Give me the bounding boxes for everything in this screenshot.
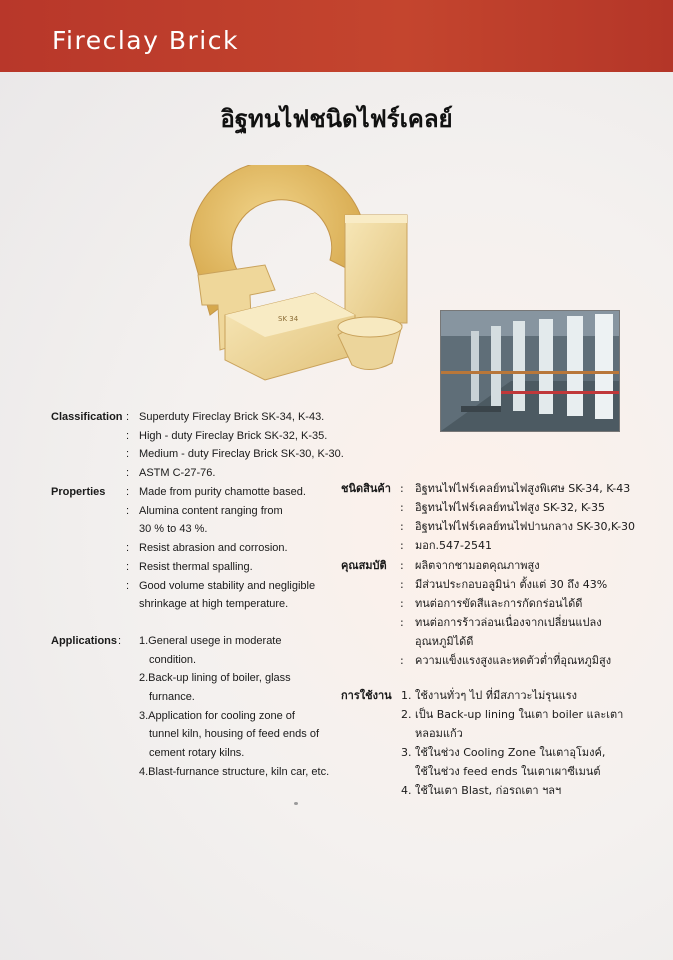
application-item: 1.General usege in moderate — [139, 635, 282, 647]
banner-title: Fireclay Brick — [52, 26, 239, 55]
application-item: 2.Back-up lining of boiler, glass — [139, 672, 291, 684]
application-item: 3.Application for cooling zone of — [139, 710, 295, 722]
usage-item: 2. เป็น Back-up lining ในเตา boiler และเตา — [401, 708, 624, 721]
classification-item: High - duty Fireclay Brick SK-32, K-35. — [139, 430, 328, 442]
usage-label: การใช้งาน — [341, 689, 392, 702]
thai-property-item: มีส่วนประกอบอลูมิน่า ตั้งแต่ 30 ถึง 43% — [415, 578, 608, 591]
thai-property-item: ทนต่อการร้าวล่อนเนื่องจากเปลี่ยนแปลง — [415, 616, 602, 629]
application-item: 4.Blast-furnance structure, kiln car, etc. — [139, 766, 330, 778]
application-item-cont: tunnel kiln, housing of feed ends of — [149, 728, 320, 740]
product-type-item: อิฐทนไฟไฟร์เคลย์ทนไฟปานกลาง SK-30,K-30 — [415, 520, 636, 533]
thai-properties-label: คุณสมบัติ — [341, 559, 387, 572]
property-item-cont: 30 % to 43 %. — [139, 523, 208, 535]
applications-label: Applications — [51, 635, 118, 647]
product-type-item: อิฐทนไฟไฟร์เคลย์ทนไฟสูงพิเศษ SK-34, K-43 — [415, 482, 631, 495]
classification-item: Superduty Fireclay Brick SK-34, K-43. — [139, 411, 325, 423]
thai-property-item: ทนต่อการขัดสีและการกัดกร่อนได้ดี — [415, 597, 583, 610]
property-item: Alumina content ranging from — [139, 505, 283, 517]
application-item-cont: cement rotary kilns. — [149, 747, 245, 759]
classification-item: Medium - duty Fireclay Brick SK-30, K-30. — [139, 448, 344, 460]
product-type-item: มอก.547-2541 — [415, 539, 492, 552]
furnace-photo — [440, 310, 620, 432]
usage-item: 4. ใช้ในเตา Blast, ก่อรถเตา ฯลฯ — [401, 784, 562, 797]
property-item: Good volume stability and negligible — [139, 580, 316, 592]
classification-label: Classification — [51, 411, 123, 423]
property-item-cont: shrinkage at high temperature. — [139, 598, 289, 610]
property-item: Resist thermal spalling. — [139, 561, 253, 573]
fireclay-bricks-image — [180, 165, 420, 390]
english-specs: Classification : Superduty Fireclay Brick SK-34, K-43. : High - duty Fireclay Brick SK-32, K-35. : Medium - duty Fireclay Brick SK-30, K-30. : ASTM C-27-76. Properties : Made from purity chamotte based. : Alumina content ranging from 30 % to 43 %. : Resist abrasion and corrosion. : Resist thermal spalling. : Good volume stability and negligible shrinkage at high temperature. Applications : 1.General usege in moderate condition. 2.Back-up lining of boiler, glass furnance. 3.Application for cooling zone of tunnel kiln, housing of feed ends of cement rotary kilns. 4.Blast-furnance structure, kiln car, etc. — [51, 408, 341, 788]
svg-text:SK 34: SK 34 — [278, 315, 299, 323]
application-item-cont: furnance. — [149, 691, 195, 703]
product-type-label: ชนิดสินค้า — [341, 482, 391, 495]
thai-specs: ชนิดสินค้า : อิฐทนไฟไฟร์เคลย์ทนไฟสูงพิเศษ SK-34, K-43 : อิฐทนไฟไฟร์เคลย์ทนไฟสูง SK-32, K-35 : อิฐทนไฟไฟร์เคลย์ทนไฟปานกลาง SK-30,K-30 : มอก.547-2541 คุณสมบัติ : ผลิตจากชามอตคุณภาพสูง : มีส่วนประกอบอลูมิน่า ตั้งแต่ 30 ถึง 43% : ทนต่อการขัดสีและการกัดกร่อนได้ดี : ทนต่อการร้าวล่อนเนื่องจากเปลี่ยนแปลง อุณหภูมิได้ดี : ความแข็งแรงสูงและหดตัวต่ำที่อุณหภูมิสูง การใช้งาน 1. ใช้งานทั่วๆ ไป ที่มีสภาวะไม่รุนแรง 2. เป็น Back-up lining ในเตา boiler และเตา หลอมแก้ว 3. ใช้ในช่วง Cooling Zone ในเตาอุโมงค์, ใช้ในช่วง feed ends ในเตาเผาซีเมนต์ 4. ใช้ในเตา Blast, ก่อรถเตา ฯลฯ — [341, 480, 661, 800]
thai-page-title: อิฐทนไฟชนิดไฟร์เคลย์ — [220, 105, 453, 133]
classification-item: ASTM C-27-76. — [139, 467, 216, 479]
thai-property-item-cont: อุณหภูมิได้ดี — [415, 635, 474, 648]
decorative-dot — [294, 802, 298, 805]
thai-property-item: ผลิตจากชามอตคุณภาพสูง — [415, 559, 540, 572]
header-banner — [0, 0, 673, 72]
usage-item: 3. ใช้ในช่วง Cooling Zone ในเตาอุโมงค์, — [401, 746, 606, 759]
property-item: Resist abrasion and corrosion. — [139, 542, 288, 554]
usage-item-cont: หลอมแก้ว — [415, 727, 463, 740]
property-item: Made from purity chamotte based. — [139, 486, 306, 498]
usage-item-cont: ใช้ในช่วง feed ends ในเตาเผาซีเมนต์ — [415, 765, 601, 778]
usage-item: 1. ใช้งานทั่วๆ ไป ที่มีสภาวะไม่รุนแรง — [401, 689, 578, 702]
product-type-item: อิฐทนไฟไฟร์เคลย์ทนไฟสูง SK-32, K-35 — [415, 501, 605, 514]
application-item-cont: condition. — [149, 654, 197, 666]
thai-property-item: ความแข็งแรงสูงและหดตัวต่ำที่อุณหภูมิสูง — [415, 654, 612, 667]
properties-label: Properties — [51, 486, 106, 498]
